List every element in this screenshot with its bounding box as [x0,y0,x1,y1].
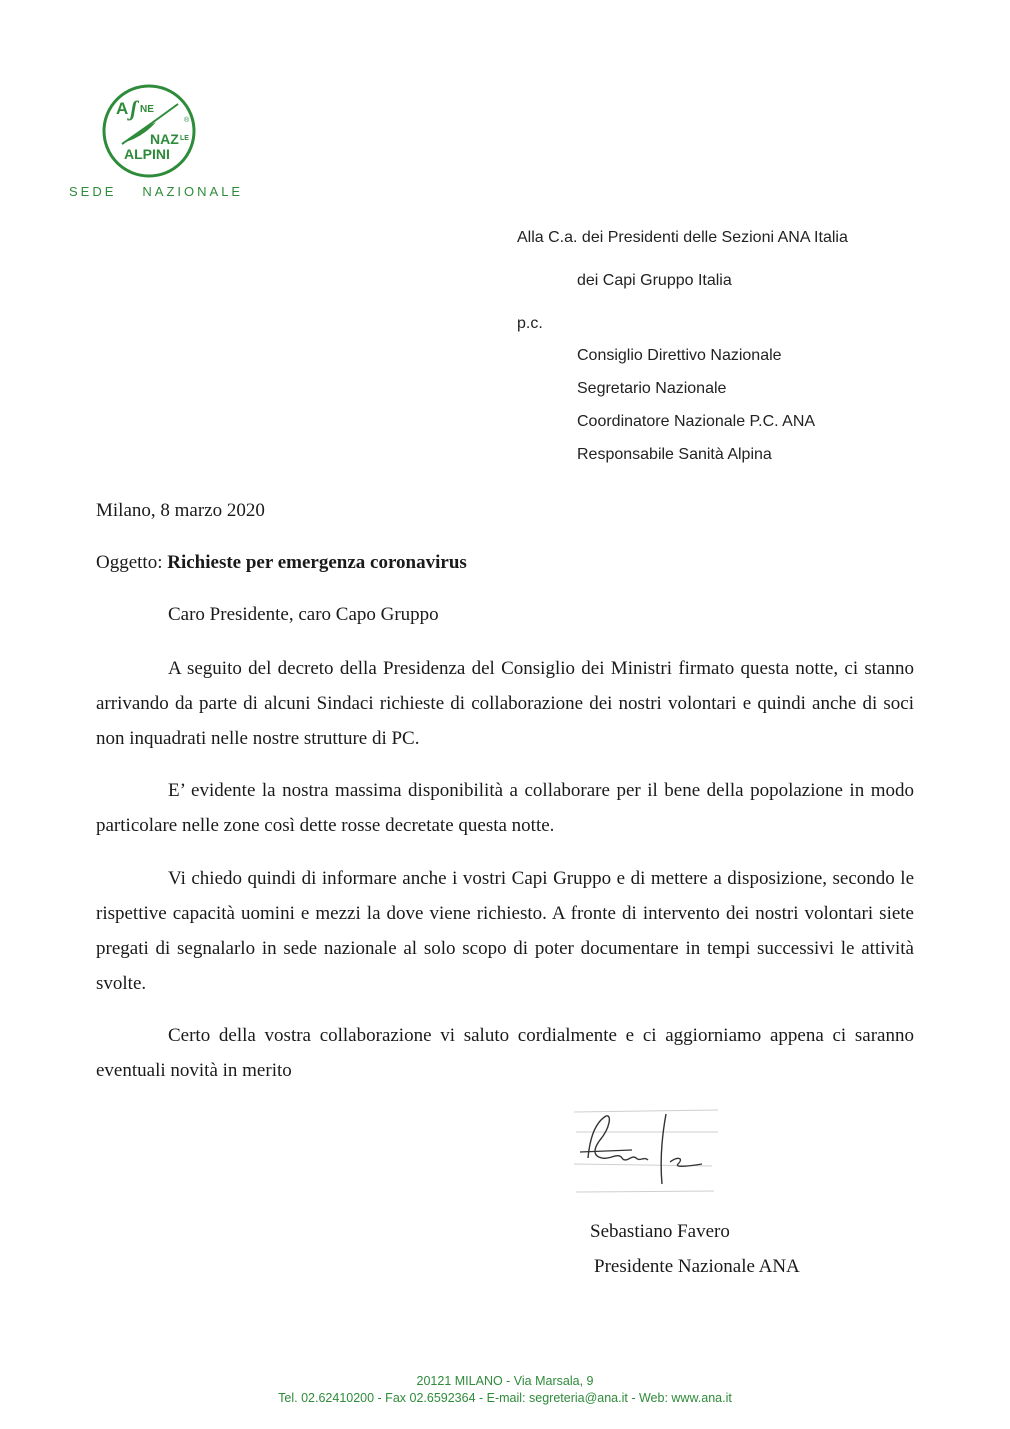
ana-logo-emblem [100,82,198,180]
logo-caption-sede: SEDE [69,184,117,199]
addressee-pc-label: p.c. [517,315,543,332]
body-paragraph: E’ evidente la nostra massima disponibilità a collaborare per il bene della popolazione in modo particolare nelle zone così dette rosse decretate questa notte. [96,780,914,836]
letter-subject [96,552,467,574]
cc-item: Segretario Nazionale [577,380,727,397]
signatory-role: Presidente Nazionale ANA [594,1256,800,1277]
handwritten-signature [574,1106,718,1194]
cc-item: Consiglio Direttivo Nazionale [577,347,782,364]
logo-ne: NE [140,104,154,115]
footer [0,1373,1010,1407]
footer-address: 20121 MILANO - Via Marsala, 9 [416,1374,594,1388]
logo-caption-nazionale: NAZIONALE [142,184,244,199]
addressee-line-2: dei Capi Gruppo Italia [577,272,732,289]
footer-contacts: Tel. 02.62410200 - Fax 02.6592364 - E-mail: segreteria@ana.it - Web: www.ana.it [278,1391,732,1405]
letter-greeting: Caro Presidente, caro Capo Gruppo [168,604,439,625]
ana-logo [100,82,198,180]
body-paragraph: Vi chiedo quindi di informare anche i vostri Capi Gruppo e di mettere a disposizione, secondo le rispettive capacità uomini e mezzi la dove viene richiesto. A fronte di intervento dei nostri volontari siete pregati di segnalarlo in sede nazionale al solo scopo di poter documentare in tempi successivi le attività svolte. [96,868,914,994]
cc-item: Responsabile Sanità Alpina [577,446,772,463]
body-paragraph: Certo della vostra collaborazione vi saluto cordialmente e ci aggiorniamo appena ci saranno eventuali novità in merito [96,1025,914,1081]
logo-caption [69,184,269,199]
subject-text: Richieste per emergenza coronavirus [167,552,467,573]
svg-text:ʃ: ʃ [130,96,138,121]
cc-item: Coordinatore Nazionale P.C. ANA [577,413,816,430]
subject-label: Oggetto: [96,552,163,573]
logo-naz: NAZ [150,131,179,147]
signatory-name: Sebastiano Favero [590,1221,730,1242]
logo-registered: ® [184,117,190,124]
logo-letter-a: A [116,99,129,118]
cc-list [577,347,815,479]
letter-date: Milano, 8 marzo 2020 [96,500,265,521]
body-paragraph: A seguito del decreto della Presidenza del Consiglio dei Ministri firmato questa notte, ci stanno arrivando da parte di alcuni Sindaci richieste di collaborazione dei nostri volontari e quindi anche di soci non inquadrati nelle nostre strutture di PC. [96,658,914,749]
logo-le: LE [180,135,189,142]
addressee-line-1: Alla C.a. dei Presidenti delle Sezioni ANA Italia [517,229,848,246]
logo-alpini: ALPINI [124,146,170,162]
